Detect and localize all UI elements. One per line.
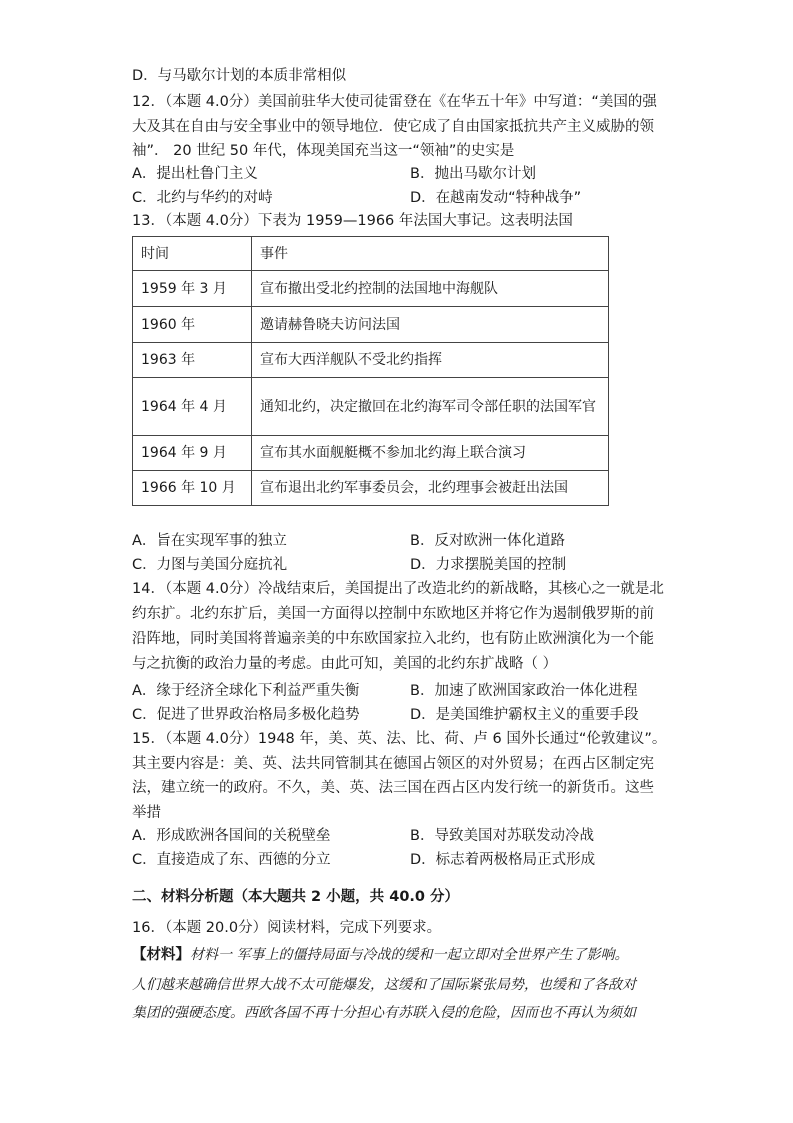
table-cell-time: 1963 年 — [133, 343, 252, 378]
table-row — [133, 271, 609, 307]
q12-option-d: D．在越南发动“特种战争” — [410, 190, 582, 206]
table-cell-event: 宣布撤出受北约控制的法国地中海舰队 — [252, 271, 609, 307]
q14-stem-line-3: 沿阵地，同时美国将普遍亲美的中东欧国家拉入北约，也有防止欧洲演化为一个能 — [132, 631, 654, 647]
table-row — [133, 343, 609, 378]
q15-stem-line-3: 法，建立统一的政府。不久，美、英、法三国在西占区内发行统一的新货币。这些 — [132, 780, 654, 796]
table-cell-time: 1959 年 3 月 — [133, 271, 252, 307]
material-line-2: 人们越来越确信世界大战不太可能爆发，这缓和了国际紧张局势，也缓和了各敌对 — [132, 977, 636, 993]
q12-stem-line-2: 大及其在自由与安全事业中的领导地位．使它成了自由国家抵抗共产主义威胁的领 — [132, 119, 654, 135]
table-cell-time: 1964 年 9 月 — [133, 436, 252, 471]
q12-option-c: C．北约与华约的对峙 — [132, 190, 273, 206]
q13-option-c: C．力图与美国分庭抗礼 — [132, 557, 288, 573]
table-cell-time: 1966 年 10 月 — [133, 471, 252, 506]
q13-option-a: A．旨在实现军事的独立 — [132, 533, 287, 549]
table-cell-event: 邀请赫鲁晓夫访问法国 — [252, 307, 609, 343]
q14-option-a: A．缘于经济全球化下利益严重失衡 — [132, 683, 360, 699]
table-row — [133, 471, 609, 506]
table-header-event: 事件 — [252, 237, 609, 271]
q14-option-b: B．加速了欧洲国家政治一体化进程 — [410, 683, 638, 699]
q12-stem-line-1: 12．（本题 4.0分）美国前驻华大使司徒雷登在《在华五十年》中写道：“美国的强 — [132, 94, 657, 110]
table-row — [133, 307, 609, 343]
q11-option-d: D．与马歇尔计划的本质非常相似 — [132, 68, 347, 84]
q14-stem-line-4: 与之抗衡的政治力量的考虑。由此可知，美国的北约东扩战略（ ） — [132, 656, 558, 672]
q13-option-b: B．反对欧洲一体化道路 — [410, 533, 565, 549]
table-cell-event: 宣布其水面舰艇概不参加北约海上联合演习 — [252, 436, 609, 471]
table-cell-event: 通知北约，决定撤回在北约海军司令部任职的法国军官 — [252, 378, 609, 436]
material-line-3: 集团的强硬态度。西欧各国不再十分担心有苏联入侵的危险，因而也不再认为须如 — [132, 1005, 636, 1021]
q15-option-d: D．标志着两极格局正式形成 — [410, 852, 596, 868]
q13-stem: 13．（本题 4.0分）下表为 1959—1966 年法国大事记。这表明法国 — [132, 213, 573, 229]
q13-option-d: D．力求摆脱美国的控制 — [410, 557, 567, 573]
q15-option-c: C．直接造成了东、西德的分立 — [132, 852, 331, 868]
q14-stem-line-1: 14．（本题 4.0分）冷战结束后，美国提出了改造北约的新战略，其核心之一就是北 — [132, 581, 664, 597]
q15-option-b: B．导致美国对苏联发动冷战 — [410, 828, 594, 844]
q14-option-d: D．是美国维护霸权主义的重要手段 — [410, 707, 639, 723]
section-heading: 二、材料分析题（本大题共 2 小题，共 40.0 分） — [132, 889, 460, 905]
material-first-line — [132, 945, 628, 965]
q14-option-c: C．促进了世界政治格局多极化趋势 — [132, 707, 360, 723]
table-cell-time: 1960 年 — [133, 307, 252, 343]
q12-stem-line-3: 袖”． 20 世纪 50 年代，体现美国充当这一“领袖”的史实是 — [132, 143, 515, 159]
q12-option-b: B．抛出马歇尔计划 — [410, 166, 536, 182]
q15-stem-line-4: 举措 — [132, 805, 161, 821]
table-header-row — [133, 237, 609, 271]
q16-stem: 16．（本题 20.0分）阅读材料，完成下列要求。 — [132, 920, 442, 936]
table-row — [133, 436, 609, 471]
table-header-time: 时间 — [133, 237, 252, 271]
material-label: 【材料】 — [132, 947, 190, 963]
q15-option-a: A．形成欧洲各国间的关税壁垒 — [132, 828, 331, 844]
q15-stem-line-1: 15．（本题 4.0分）1948 年，美、英、法、比、荷、卢 6 国外长通过“伦敦建议”。 — [132, 731, 667, 747]
q13-events-table — [132, 236, 609, 506]
table-cell-time: 1964 年 4 月 — [133, 378, 252, 436]
table-cell-event: 宣布大西洋舰队不受北约指挥 — [252, 343, 609, 378]
table-row — [133, 378, 609, 436]
material-line-1: 材料一 军事上的僵持局面与冷战的缓和一起立即对全世界产生了影响。 — [190, 947, 629, 963]
q15-stem-line-2: 其主要内容是：美、英、法共同管制其在德国占领区的对外贸易；在西占区制定宪 — [132, 756, 654, 772]
q14-stem-line-2: 约东扩。北约东扩后，美国一方面得以控制中东欧地区并将它作为遏制俄罗斯的前 — [132, 606, 654, 622]
q12-option-a: A．提出杜鲁门主义 — [132, 166, 258, 182]
table-cell-event: 宣布退出北约军事委员会，北约理事会被赶出法国 — [252, 471, 609, 506]
